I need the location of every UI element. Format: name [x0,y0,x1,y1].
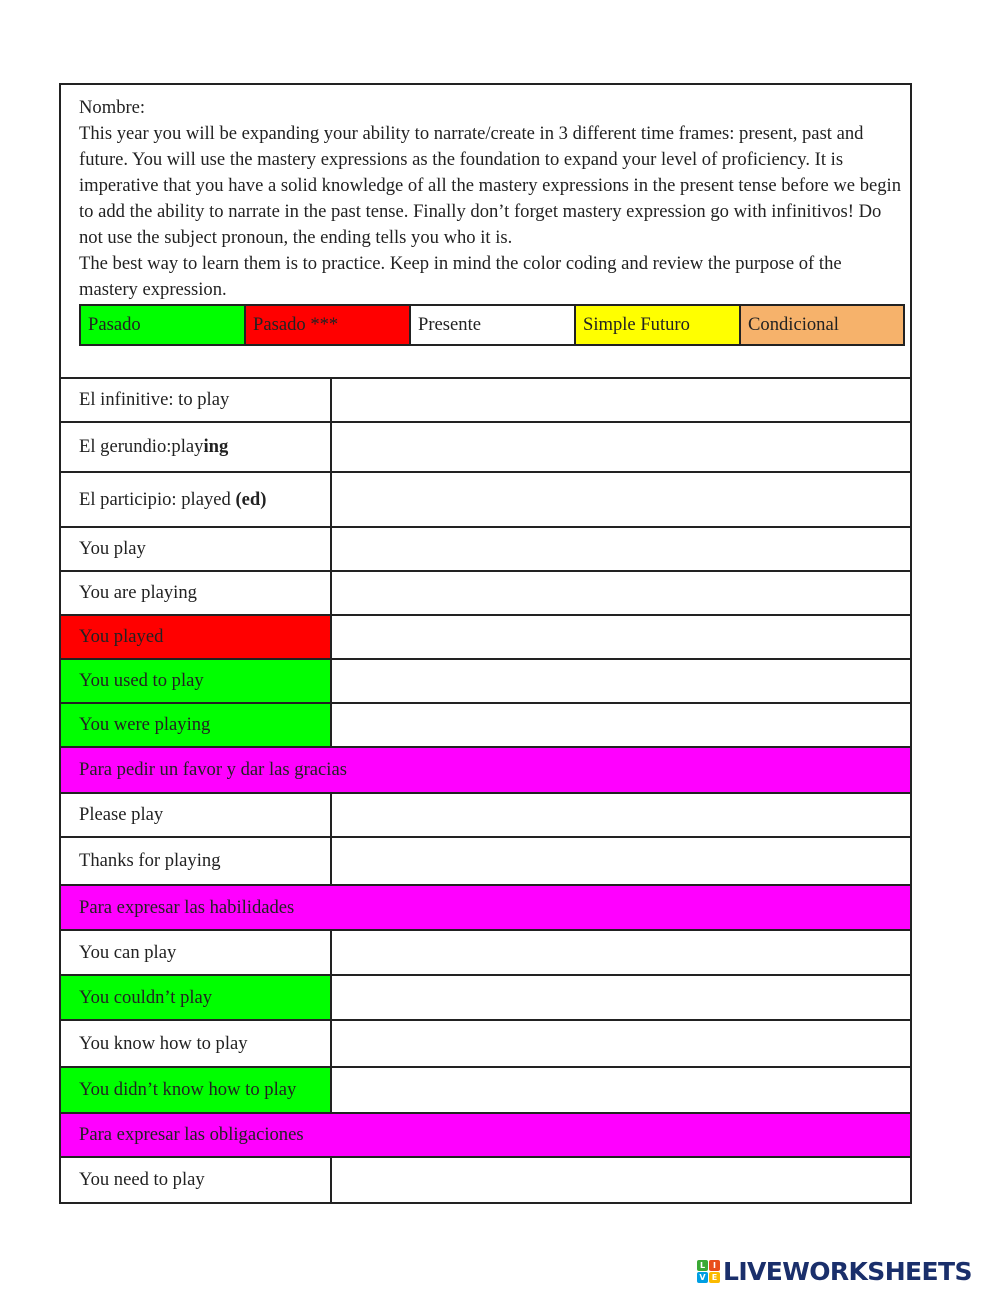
expression-label: You couldn’t play [61,976,332,1019]
expression-label: Please play [61,794,332,836]
expression-label: You know how to play [61,1021,332,1066]
expression-label: You can play [61,931,332,974]
answer-field[interactable] [332,1068,910,1112]
liveworksheets-logo [697,1255,972,1287]
answer-field[interactable] [332,794,910,836]
section-header [61,886,910,931]
table-row [61,423,910,473]
section-title: Para expresar las obligaciones [79,1124,304,1145]
table-row [61,976,910,1021]
expression-label: You are playing [61,572,332,614]
answer-field[interactable] [332,572,910,614]
table-row [61,838,910,886]
section-header [61,748,910,794]
nombre-label: Nombre: [79,97,146,118]
instructions-paragraph: This year you will be expanding your ability to narrate/create in 3 different time frames: present, past and future. You will use the mastery expressions as the foundation to expand your level of proficiency. It is imperative that you have a solid knowledge of all the mastery expressions in the present tense before we begin to add the ability to narrate in the past tense. Finally don’t forget mastery expression go with infinitivos! Do not use the subject pronoun, the ending tells you who it is. [79,123,902,248]
expression-label: El participio: played (ed) [61,473,332,526]
answer-field[interactable] [332,1158,910,1202]
table-row [61,704,910,748]
table-row [61,660,910,704]
answer-field[interactable] [332,976,910,1019]
answer-field[interactable] [332,528,910,570]
answer-field[interactable] [332,704,910,746]
answer-field[interactable] [332,423,910,471]
expression-label: You played [61,616,332,658]
legend-pasado: Pasado [81,306,246,344]
liveworksheets-logo-icon [697,1260,720,1283]
table-row [61,1021,910,1068]
answer-field[interactable] [332,838,910,884]
expression-table [61,379,910,1202]
expression-label: You didn’t know how to play [61,1068,332,1112]
legend-simple-futuro: Simple Futuro [576,306,741,344]
expression-label: El gerundio:play ing [61,423,332,471]
worksheet [59,83,912,1204]
table-row [61,794,910,838]
expression-label: Thanks for playing [61,838,332,884]
expression-label: El infinitive: to play [61,379,332,421]
expression-label: You were playing [61,704,332,746]
expression-label: You need to play [61,1158,332,1202]
logo-letter-tile: E [709,1272,720,1283]
brand-name: LIVEWORKSHEETS [723,1256,972,1286]
logo-letter-tile: I [709,1260,720,1271]
expression-label: You used to play [61,660,332,702]
answer-field[interactable] [332,660,910,702]
section-header [61,1114,910,1158]
answer-field[interactable] [332,1021,910,1066]
table-row [61,528,910,572]
table-row [61,1158,910,1202]
table-row [61,379,910,423]
legend-condicional: Condicional [741,306,903,344]
table-row [61,473,910,528]
answer-field[interactable] [332,931,910,974]
section-title: Para expresar las habilidades [79,896,295,918]
table-row [61,572,910,616]
table-row [61,1068,910,1114]
logo-letter-tile: V [697,1272,708,1283]
intro-section [61,85,910,379]
answer-field[interactable] [332,616,910,658]
answer-field[interactable] [332,379,910,421]
legend-presente: Presente [411,306,576,344]
legend-pasado-stars: Pasado *** [246,306,411,344]
color-legend [79,304,905,346]
answer-field[interactable] [332,473,910,526]
expression-label: You play [61,528,332,570]
table-row [61,931,910,976]
practice-paragraph: The best way to learn them is to practice. Keep in mind the color coding and review the purpose of the mastery expression. [79,253,842,300]
table-row [61,616,910,660]
section-title: Para pedir un favor y dar las gracias [79,759,347,780]
logo-letter-tile: L [697,1260,708,1271]
